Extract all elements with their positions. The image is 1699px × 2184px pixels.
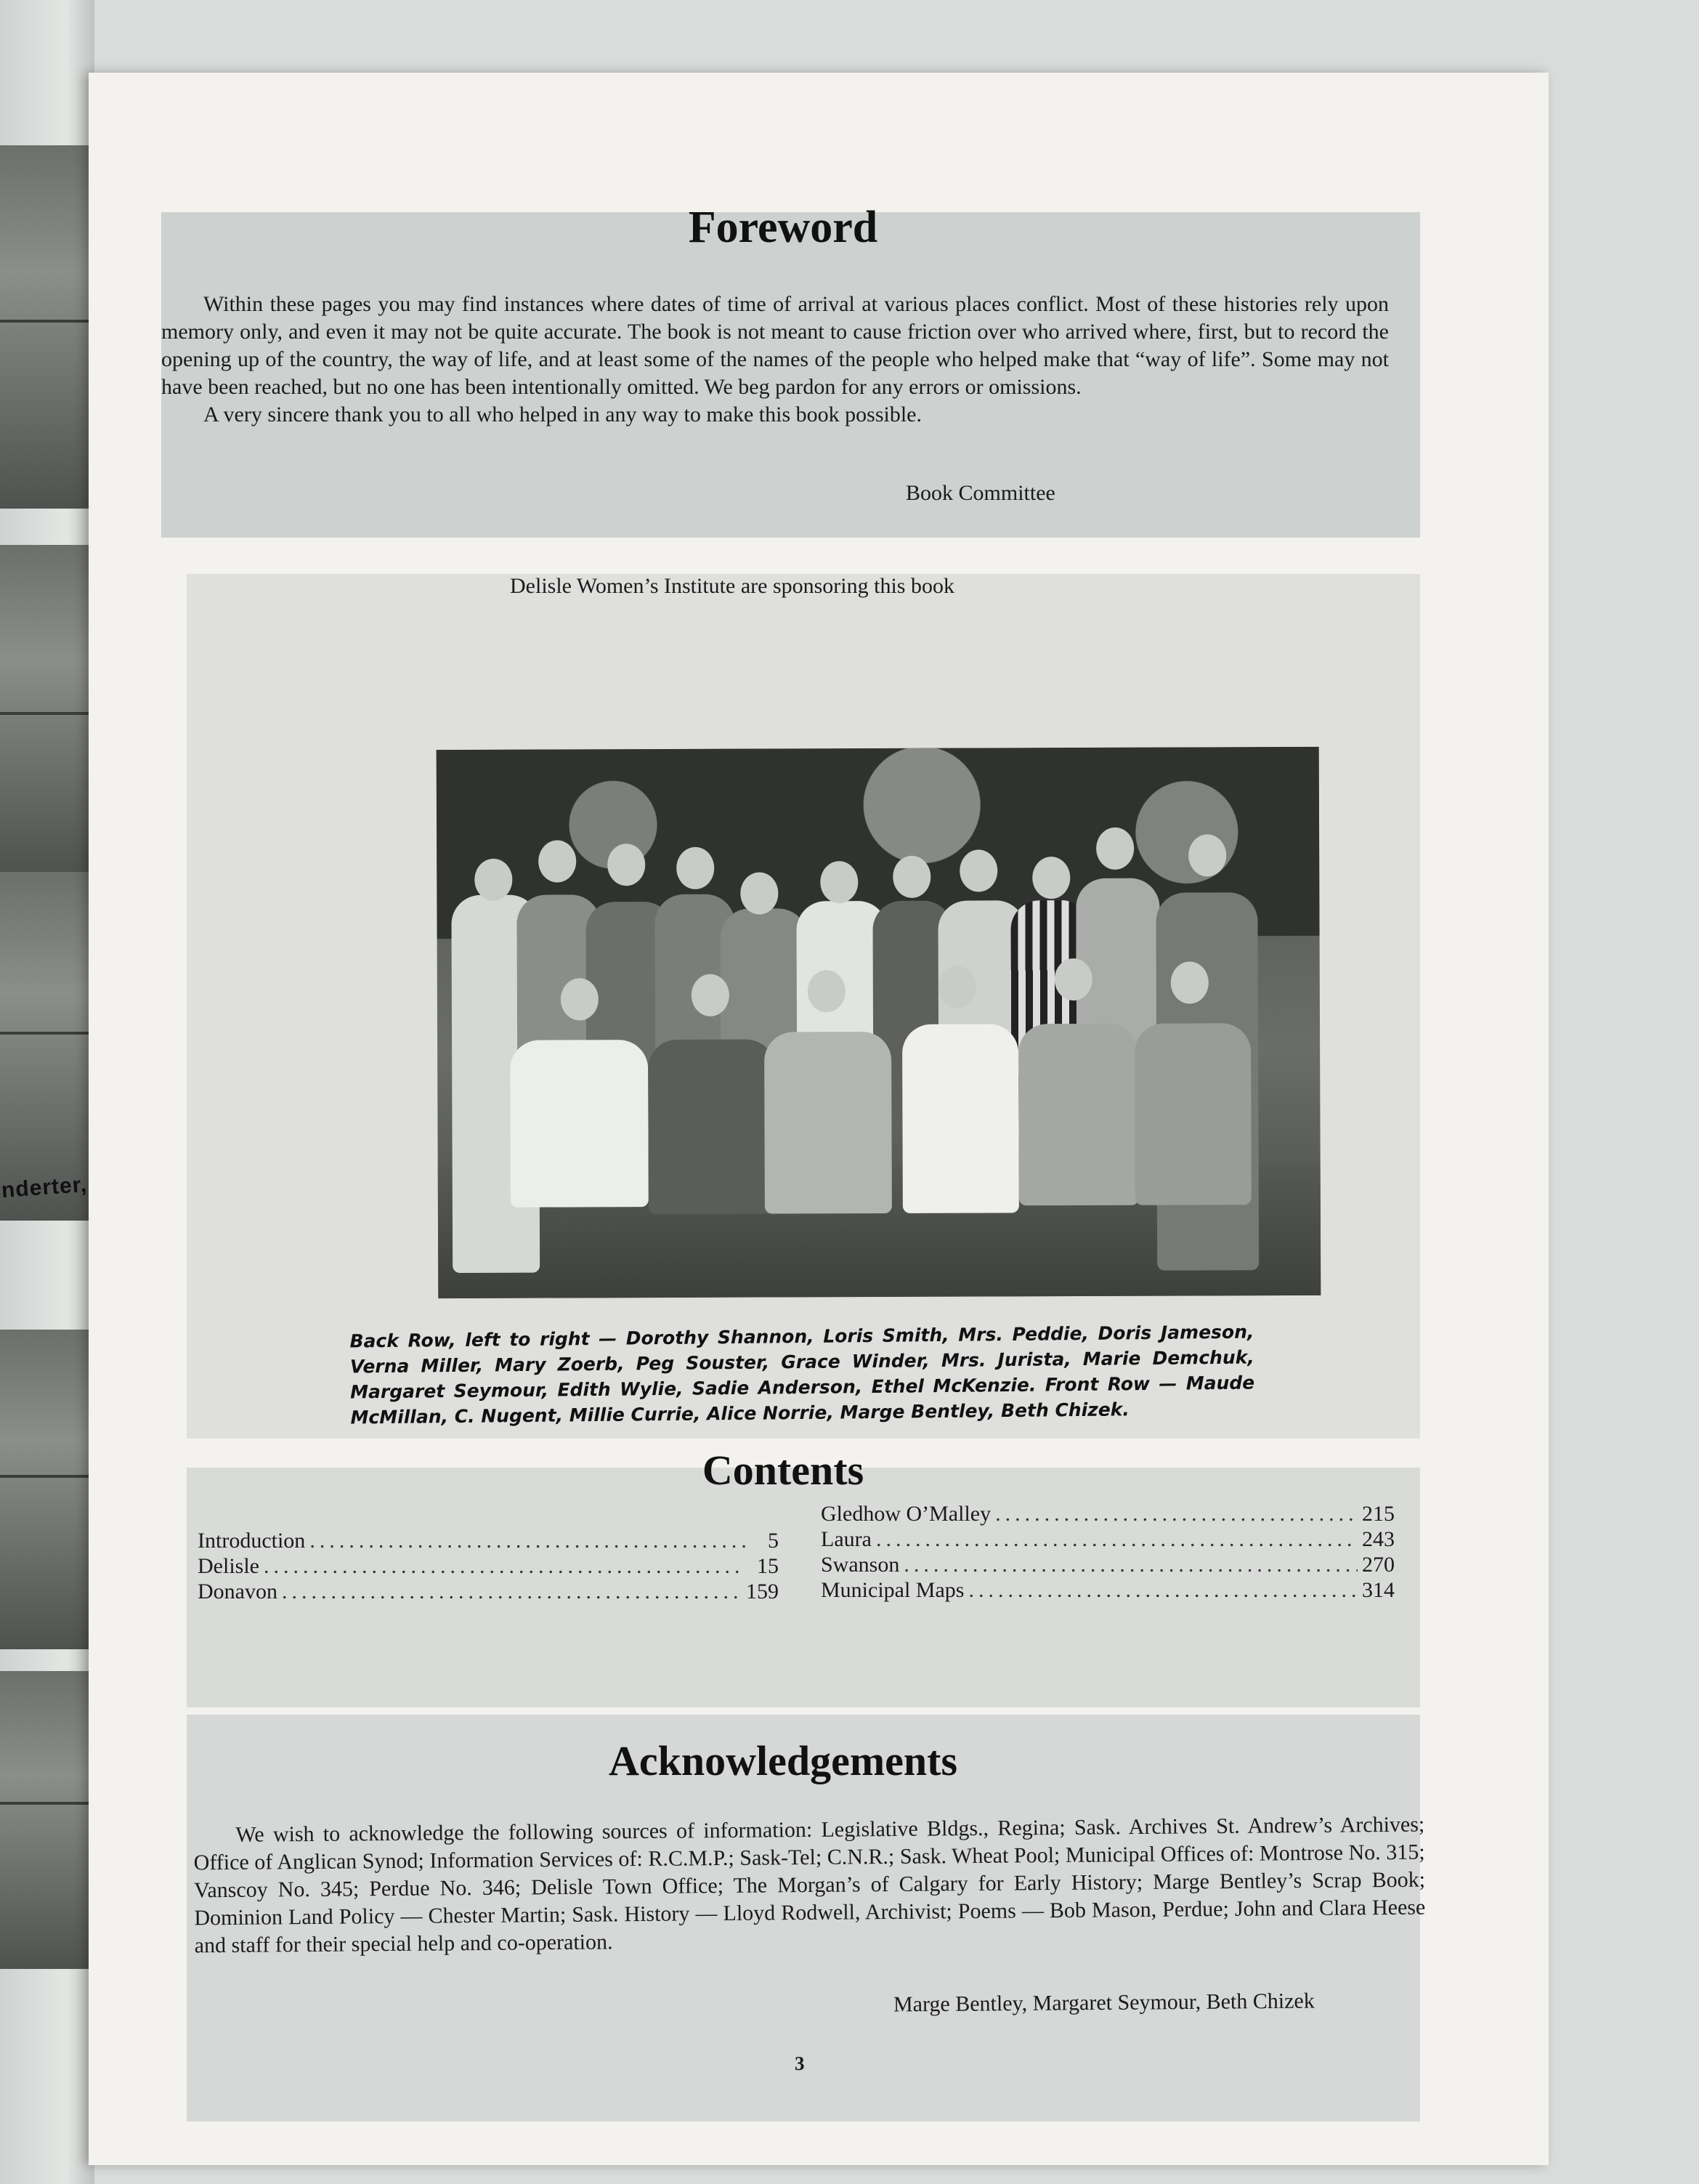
foreword-body bbox=[161, 291, 1389, 429]
toc-item[interactable] bbox=[198, 1528, 779, 1553]
toc-page: 15 bbox=[757, 1554, 779, 1578]
contents-left-column bbox=[198, 1528, 779, 1604]
toc-page: 215 bbox=[1362, 1502, 1395, 1526]
foreword-paragraph-2: A very sincere thank you to all who helped in any way to make this book possible. bbox=[203, 403, 922, 426]
toc-item[interactable] bbox=[821, 1552, 1395, 1577]
toc-label: Laura bbox=[821, 1527, 872, 1551]
photo-caption: Back Row, left to right — Dorothy Shannon, Loris Smith, Mrs. Peddie, Doris Jameson, Verna Miller, Mary Zoerb, Peg Souster, Grace Winder, Mrs. Jurista, Marie Demchuk, Margaret Seymour, Edith Wylie, Sadie Anderson, Ethel McKenzie. Front Row — Maude McMillan, C. Nugent, Millie Currie, Alice Norrie, Marge Bentley, Beth Chizek. bbox=[349, 1321, 1255, 1428]
toc-page: 5 bbox=[768, 1529, 779, 1553]
toc-page: 314 bbox=[1362, 1578, 1395, 1602]
acknowledgements-body bbox=[193, 1811, 1426, 1960]
left-strip-fragment-text: nderter, bbox=[0, 1172, 89, 1203]
toc-label: Municipal Maps bbox=[821, 1578, 965, 1602]
toc-item[interactable] bbox=[198, 1553, 779, 1579]
toc-item[interactable] bbox=[198, 1579, 779, 1604]
book-page bbox=[89, 73, 1549, 2165]
contents-title: Contents bbox=[702, 1447, 864, 1494]
toc-label: Gledhow O’Malley bbox=[821, 1502, 992, 1526]
toc-label: Donavon bbox=[198, 1580, 277, 1603]
toc-page: 270 bbox=[1362, 1553, 1395, 1577]
page-number: 3 bbox=[795, 2052, 805, 2074]
left-strip-photo-2 bbox=[0, 545, 102, 872]
toc-label: Delisle bbox=[198, 1554, 259, 1578]
group-photo bbox=[437, 747, 1321, 1298]
acknowledgements-title: Acknowledgements bbox=[608, 1737, 958, 1784]
toc-item[interactable] bbox=[821, 1501, 1395, 1526]
toc-page: 243 bbox=[1362, 1527, 1395, 1551]
acknowledgements-signature: Marge Bentley, Margaret Seymour, Beth Chizek bbox=[893, 1989, 1315, 2017]
toc-page: 159 bbox=[746, 1580, 779, 1603]
toc-label: Introduction bbox=[198, 1529, 306, 1553]
foreword-signature: Book Committee bbox=[906, 481, 1055, 505]
foreword-title: Foreword bbox=[688, 203, 878, 252]
acknowledgements-paragraph: We wish to acknowledge the following sources of information: Legislative Bldgs., Regina; Sask. Archives St. Andrew’s Archives; Office of Anglican Synod; Information Services of: R.C.M.P.; Sask-Tel; C.N.R.; Sask. Wheat Pool; Municipal Offices of: Montrose No. 315; Vanscoy No. 345; Perdue No. 346; Delisle Town Office; The Morgan’s of Calgary for Early History; Marge Bentley’s Scrap Book; Dominion Land Policy — Chester Martin; Sask. History — Lloyd Rodwell, Archivist; Poems — Bob Mason, Perdue; John and Clara Heese and staff for their special help and co-operation. bbox=[193, 1812, 1426, 1958]
contents-right-column bbox=[821, 1501, 1395, 1603]
left-strip-photo-1 bbox=[0, 145, 95, 509]
toc-label: Swanson bbox=[821, 1553, 900, 1577]
foreword-paragraph-1: Within these pages you may find instances where dates of time of arrival at various places conflict. Most of these histories rely upon memory only, and even it may not be quite accurate. The book is not meant to cause friction over who arrived where, first, but to record the opening up of the country, the way of life, and at least some of the names of the people who helped make that “way of life”. Some may not have been reached, but no one has been intentionally omitted. We beg pardon for any errors or omissions. bbox=[161, 292, 1389, 399]
toc-item[interactable] bbox=[821, 1526, 1395, 1552]
toc-item[interactable] bbox=[821, 1577, 1395, 1603]
left-page-edge bbox=[0, 0, 94, 2184]
sponsor-line: Delisle Women’s Institute are sponsoring this book bbox=[510, 574, 954, 598]
